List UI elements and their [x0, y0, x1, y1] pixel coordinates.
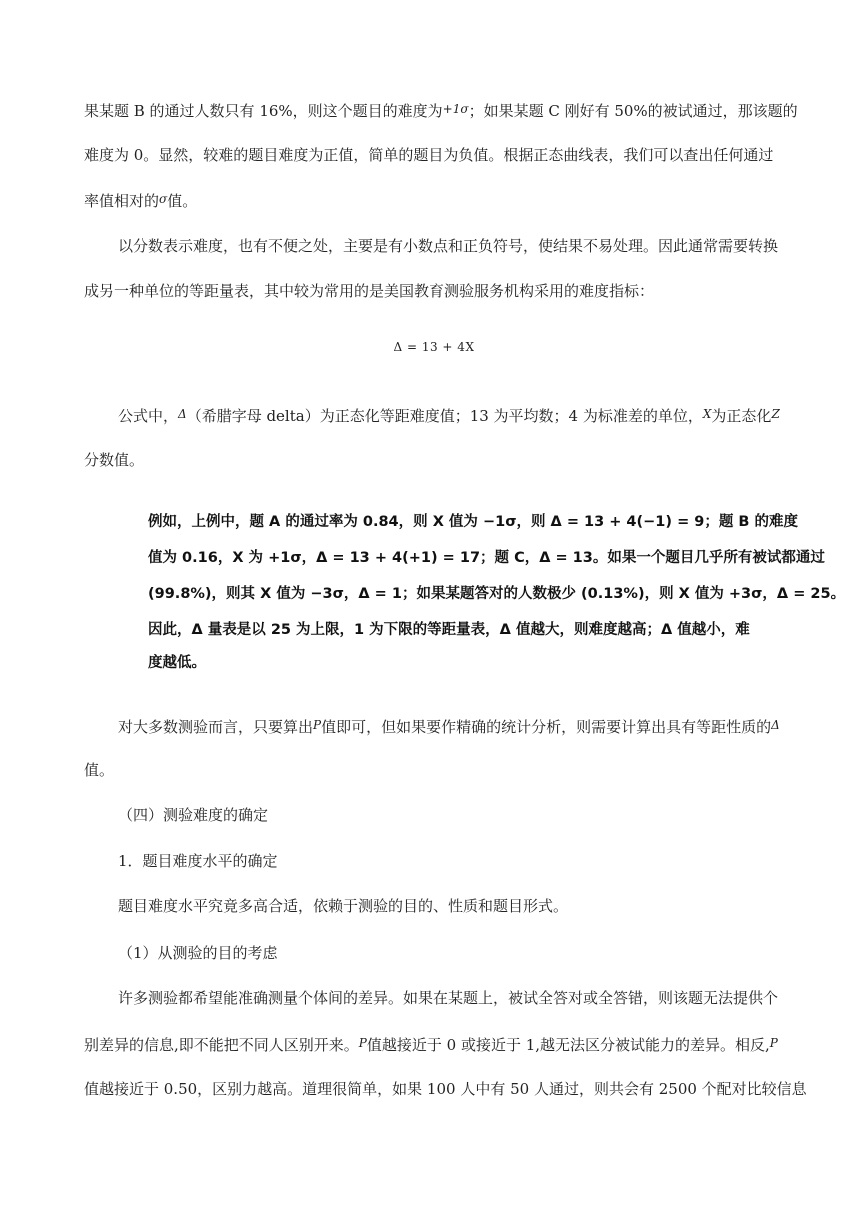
paragraph-line — [118, 714, 788, 738]
paragraph-line: 题目难度水平究竟多高合适，依赖于测验的目的、性质和题目形式。 — [118, 897, 569, 915]
paragraph-line — [84, 1032, 788, 1056]
section-heading: （四）测验难度的确定 — [118, 806, 269, 824]
text-run: 为正态化 — [711, 407, 772, 425]
example-line: (99.8%)，则其 X 值为 −3σ，Δ = 1；如果某题答对的人数极少 (0.13%)，则 X 值为 +3σ，Δ = 25。 — [148, 586, 846, 602]
text-run: （希腊字母 delta）为正态化等距难度值；13 为平均数；4 为标准差的单位， — [186, 407, 703, 425]
delta-formula: Δ = 13 + 4X — [393, 340, 475, 354]
text-run: 值。 — [167, 192, 198, 210]
example-line: 值为 0.16，X 为 +1σ，Δ = 13 + 4(+1) = 17；题 C，Δ = 13。如果一个题目几乎所有被试都通过 — [148, 550, 825, 566]
delta-symbol: Δ — [771, 718, 780, 732]
p-symbol: P — [769, 1036, 778, 1050]
text-run: 对大多数测验而言，只要算出 — [118, 718, 314, 736]
subsection-heading: 1．题目难度水平的确定 — [118, 852, 278, 870]
paragraph-line — [84, 188, 788, 212]
paragraph-line: 成另一种单位的等距量表，其中较为常用的是美国教育测验服务机构采用的难度指标： — [84, 282, 655, 300]
z-symbol: Z — [771, 407, 780, 421]
paragraph-line — [118, 403, 788, 427]
paragraph-line: 值。 — [84, 761, 115, 779]
paragraph-line: 难度为 0。显然，较难的题目难度为正值，简单的题目为负值。根据正态曲线表，我们可以查出任何通过 — [84, 146, 774, 164]
sigma-symbol: +1σ — [442, 102, 469, 116]
example-line: 度越低。 — [148, 655, 206, 671]
text-run: 公式中， — [118, 407, 179, 425]
text-run: 别差异的信息,即不能把不同人区别开来。 — [84, 1036, 359, 1054]
paragraph-line: 分数值。 — [84, 451, 145, 469]
text-run: 率值相对的 — [84, 192, 160, 210]
delta-symbol: Δ — [178, 407, 187, 421]
text-run: 果某题 B 的通过人数只有 16%，则这个题目的难度为 — [84, 102, 443, 120]
paragraph-line: 值越接近于 0.50，区别力越高。道理很简单，如果 100 人中有 50 人通过，则共会有 2500 个配对比较信息 — [84, 1080, 807, 1098]
x-symbol: X — [702, 407, 712, 421]
paragraph-line: 许多测验都希望能准确测量个体间的差异。如果在某题上，被试全答对或全答错，则该题无法提供个 — [118, 989, 779, 1007]
paragraph-line — [84, 98, 798, 122]
example-line: 例如，上例中，题 A 的通过率为 0.84，则 X 值为 −1σ，则 Δ = 13 + 4(−1) = 9；题 B 的难度 — [148, 514, 798, 530]
p-symbol: P — [358, 1036, 367, 1050]
p-symbol: P — [313, 718, 322, 732]
example-line: 因此，Δ 量表是以 25 为上限，1 为下限的等距量表，Δ 值越大，则难度越高；Δ 值越小，难 — [148, 622, 750, 638]
text-run: ；如果某题 C 刚好有 50%的被试通过，那该题的 — [468, 102, 798, 120]
subsection-heading: （1）从测验的目的考虑 — [118, 944, 278, 962]
paragraph-line: 以分数表示难度，也有不便之处，主要是有小数点和正负符号，使结果不易处理。因此通常需要转换 — [118, 237, 779, 255]
text-run: 值越接近于 0 或接近于 1,越无法区分被试能力的差异。相反, — [366, 1036, 770, 1054]
sigma-symbol: σ — [159, 192, 168, 206]
text-run: 值即可，但如果要作精确的统计分析，则需要计算出具有等距性质的 — [321, 718, 772, 736]
